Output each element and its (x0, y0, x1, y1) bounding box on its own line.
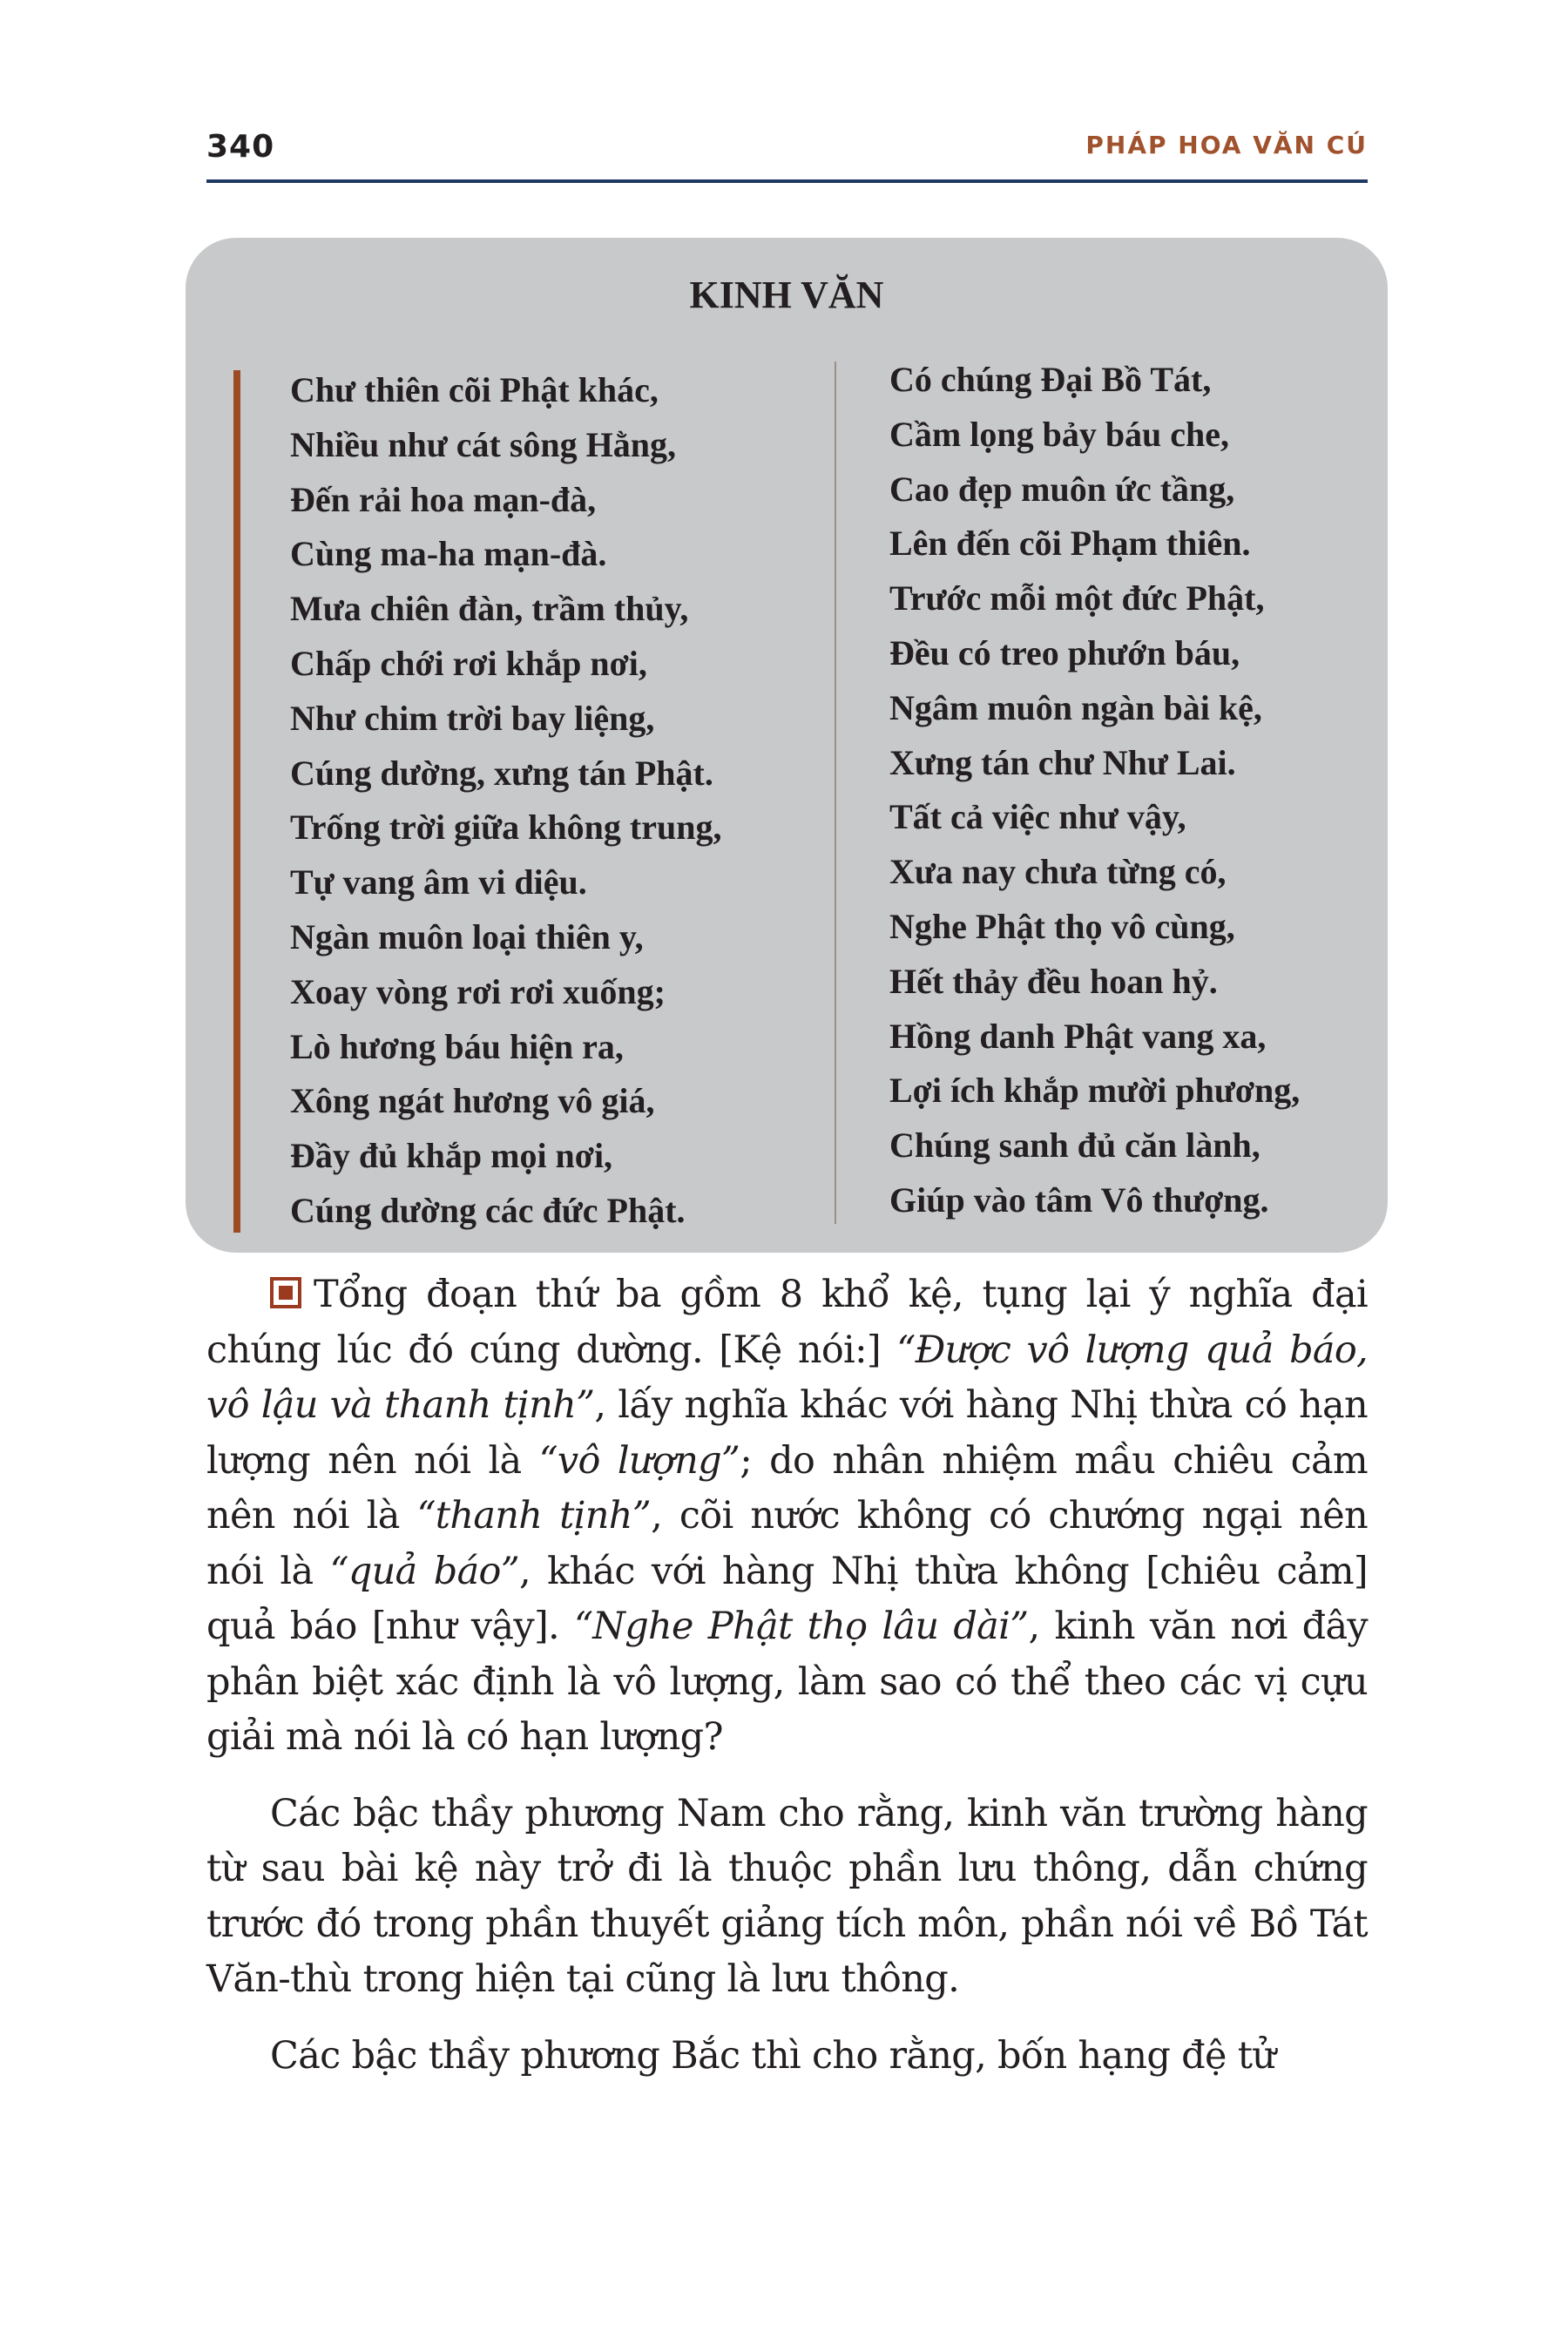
verse-line: Ngâm muôn ngàn bài kệ, (889, 687, 1262, 727)
text-run: , khác với hàng Nhị thừa không [chiêu cảm] quả báo [như vậy]. (206, 1549, 1368, 1648)
verse-line: Lợi ích khắp mười phương, (889, 1071, 1301, 1111)
verse-line: Nghe Phật thọ vô cùng, (889, 906, 1235, 946)
paragraph-2: Các bậc thầy phương Nam cho rằng, kinh văn trường hàng từ sau bài kệ này trở đi là thuộc phần lưu thông, dẫn chứng trước đó trong phần thuyết giảng tích môn, phần nói về Bồ Tát Văn-thù trong hiện tại cũng là lưu thông. (206, 1791, 1368, 2001)
verse-line: Lên đến cõi Phạm thiên. (889, 524, 1251, 564)
verse-line: Mưa chiên đàn, trầm thủy, (290, 589, 689, 629)
verse-line: Chúng sanh đủ căn lành, (889, 1125, 1260, 1166)
verse-line: Xoay vòng rơi rơi xuống; (290, 971, 666, 1011)
verse-line: Nhiều như cát sông Hằng, (290, 424, 676, 464)
verse-line: Lò hương báu hiện ra, (290, 1026, 624, 1066)
paragraph-1 (206, 1267, 1368, 1766)
page-header (206, 122, 1368, 183)
verse-line: Tự vang âm vi diệu. (290, 862, 587, 902)
page-number: 340 (206, 129, 275, 165)
accent-bar (233, 370, 240, 1233)
right-verse-column (889, 353, 1300, 1228)
quote: “vô lượng” (538, 1438, 740, 1483)
verse-line: Ngàn muôn loại thiên y, (290, 916, 644, 956)
quote: “thanh tịnh” (416, 1494, 652, 1538)
verse-line: Trước mỗi một đức Phật, (889, 578, 1265, 618)
verse-line: Cúng dường, xưng tán Phật. (290, 753, 713, 793)
verse-line: Cao đẹp muôn ức tầng, (889, 469, 1235, 509)
verse-line: Cầm lọng bảy báu che, (889, 414, 1230, 454)
verse-line: Xưng tán chư Như Lai. (889, 742, 1236, 782)
verse-line: Trống trời giữa không trung, (290, 808, 722, 848)
text-run: , kinh văn nơi đây phân biệt xác định là vô lượng, làm sao có thể theo các vị cựu giải mà nói là có hạn lượng? (206, 1605, 1369, 1759)
running-title: PHÁP HOA VĂN CÚ (1085, 131, 1368, 159)
quote: “quả báo” (329, 1549, 519, 1593)
left-verse-column (290, 363, 721, 1239)
text-run: , lấy nghĩa khác với hàng Nhị thừa có hạn lượng nên nói là (206, 1383, 1368, 1483)
verse-line: Xưa nay chưa từng có, (889, 852, 1227, 892)
quote: “Được vô lượng quả báo, vô lậu và thanh tịnh” (206, 1328, 1368, 1427)
text-run: ; do nhân nhiệm mầu chiêu cảm nên nói là (206, 1438, 1368, 1538)
verse-line: Chư thiên cõi Phật khác, (290, 370, 659, 409)
verse-line: Như chim trời bay liệng, (290, 698, 655, 738)
square-bullet-icon (270, 1277, 301, 1308)
verse-line: Giúp vào tâm Vô thượng. (889, 1179, 1269, 1220)
commentary-body (206, 1267, 1368, 2105)
verse-line: Đều có treo phướn báu, (889, 632, 1240, 672)
quote: “Nghe Phật thọ lâu dài” (574, 1605, 1029, 1648)
verse-line: Hồng danh Phật vang xa, (889, 1016, 1267, 1056)
sutra-verse-box (186, 238, 1388, 1253)
verse-line: Cúng dường các đức Phật. (290, 1190, 686, 1230)
box-title: KINH VĂN (689, 274, 884, 316)
verse-line: Xông ngát hương vô giá, (290, 1081, 655, 1121)
verse-line: Đến rải hoa mạn-đà, (290, 479, 597, 519)
verse-line: Chấp chới rơi khắp nơi, (290, 643, 647, 683)
text-run: Tổng đoạn thứ ba gồm 8 khổ kệ, tụng lại ý nghĩa đại chúng lúc đó cúng dường. [Kệ nói:] (206, 1273, 1368, 1372)
verse-line: Cùng ma-ha mạn-đà. (290, 534, 607, 574)
verse-line: Có chúng Đại Bồ Tát, (889, 360, 1212, 399)
column-divider (835, 362, 836, 1224)
verse-line: Tất cả việc như vậy, (889, 797, 1186, 837)
verse-line: Hết thảy đều hoan hỷ. (889, 961, 1218, 1001)
verse-line: Đầy đủ khắp mọi nơi, (290, 1136, 613, 1176)
paragraph-3: Các bậc thầy phương Bắc thì cho rằng, bốn hạng đệ tử (270, 2033, 1276, 2078)
text-run: , cõi nước không có chướng ngại nên nói là (206, 1494, 1369, 1593)
